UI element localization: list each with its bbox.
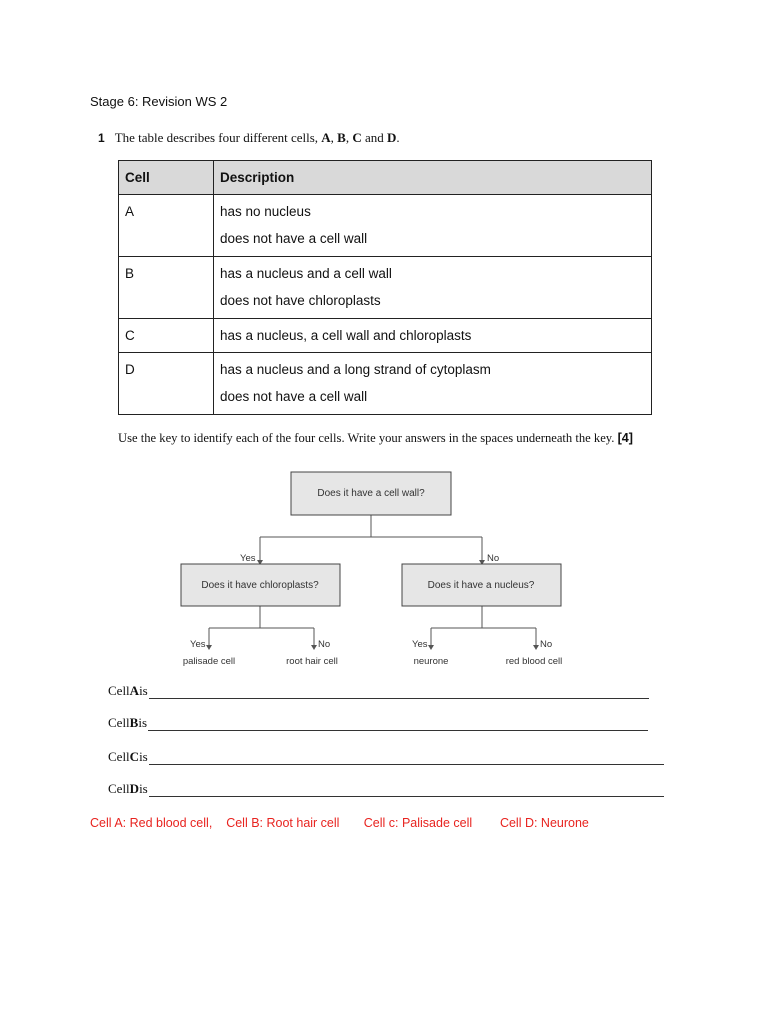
answer-d: Cell D: Neurone xyxy=(499,816,589,830)
leaf-label: Yes xyxy=(190,639,206,650)
intro-end: . xyxy=(396,130,400,145)
leaf-label: No xyxy=(318,639,331,650)
answer-line-b xyxy=(108,715,648,731)
answer-line-c xyxy=(108,749,664,765)
intro-cell-b: B xyxy=(337,130,346,145)
answer-letter: B xyxy=(129,715,139,730)
no-label: No xyxy=(487,553,500,564)
answer-suffix: is xyxy=(139,781,148,796)
description-line: has a nucleus and a long strand of cytoplasm xyxy=(220,362,491,377)
answer-blank-d[interactable] xyxy=(149,784,664,797)
answer-prefix: Cell xyxy=(108,683,130,698)
answer-suffix: is xyxy=(138,715,148,730)
description-line: does not have chloroplasts xyxy=(220,293,381,308)
leaf-label: No xyxy=(540,639,553,650)
intro-sep: , xyxy=(345,130,353,145)
intro-cell-d: D xyxy=(387,130,397,145)
handwritten-answers xyxy=(90,816,589,830)
leaf-name: red blood cell xyxy=(505,656,563,667)
answer-a: Cell A: Red blood cell, xyxy=(90,816,213,830)
root-question: Does it have a cell wall? xyxy=(317,488,425,499)
description-line: has a nucleus and a cell wall xyxy=(220,266,392,281)
header-description: Description xyxy=(214,161,652,195)
answer-suffix: is xyxy=(139,683,148,698)
left-question: Does it have chloroplasts? xyxy=(201,580,319,591)
header-cell: Cell xyxy=(119,161,214,195)
yes-label: Yes xyxy=(240,553,256,564)
marks: [4] xyxy=(617,431,633,445)
answer-line-a xyxy=(108,683,649,699)
leaf-label: Yes xyxy=(412,639,428,650)
cell-letter: C xyxy=(119,319,214,353)
question-number: 1 xyxy=(98,131,105,145)
description-line: does not have a cell wall xyxy=(220,231,368,246)
intro-text: The table describes four different cells, xyxy=(114,130,322,145)
leaf-name: root hair cell xyxy=(286,656,338,667)
description-line: does not have a cell wall xyxy=(220,389,368,404)
answer-b: Cell B: Root hair cell xyxy=(226,816,340,830)
intro-cell-c: C xyxy=(352,130,362,145)
answer-prefix: Cell xyxy=(108,781,130,796)
intro-sep: , xyxy=(330,130,338,145)
answer-letter: A xyxy=(129,683,140,698)
cell-letter: B xyxy=(119,257,214,319)
answer-blank-c[interactable] xyxy=(149,752,664,765)
answer-line-d xyxy=(108,781,664,797)
answer-prefix: Cell xyxy=(108,715,130,730)
intro-cell-a: A xyxy=(321,130,331,145)
description-line: has a nucleus, a cell wall and chloroplasts xyxy=(220,328,472,343)
description-line: has no nucleus xyxy=(220,204,311,219)
intro-sep: and xyxy=(361,130,388,145)
answer-prefix: Cell xyxy=(108,749,130,764)
right-question: Does it have a nucleus? xyxy=(427,580,535,591)
leaf-name: palisade cell xyxy=(182,656,236,667)
cell-letter: D xyxy=(119,353,214,415)
answer-letter: C xyxy=(129,749,140,764)
instruction-text: Use the key to identify each of the four cells. Write your answers in the spaces underneath the key. xyxy=(118,431,618,445)
answer-c: Cell c: Palisade cell xyxy=(363,816,473,830)
page-title: Stage 6: Revision WS 2 xyxy=(90,94,228,109)
answer-suffix: is xyxy=(139,749,148,764)
cell-letter: A xyxy=(119,195,214,257)
leaf-name: neurone xyxy=(413,656,449,667)
answer-letter: D xyxy=(129,781,140,796)
answer-blank-a[interactable] xyxy=(149,686,649,699)
answer-blank-b[interactable] xyxy=(148,718,648,731)
